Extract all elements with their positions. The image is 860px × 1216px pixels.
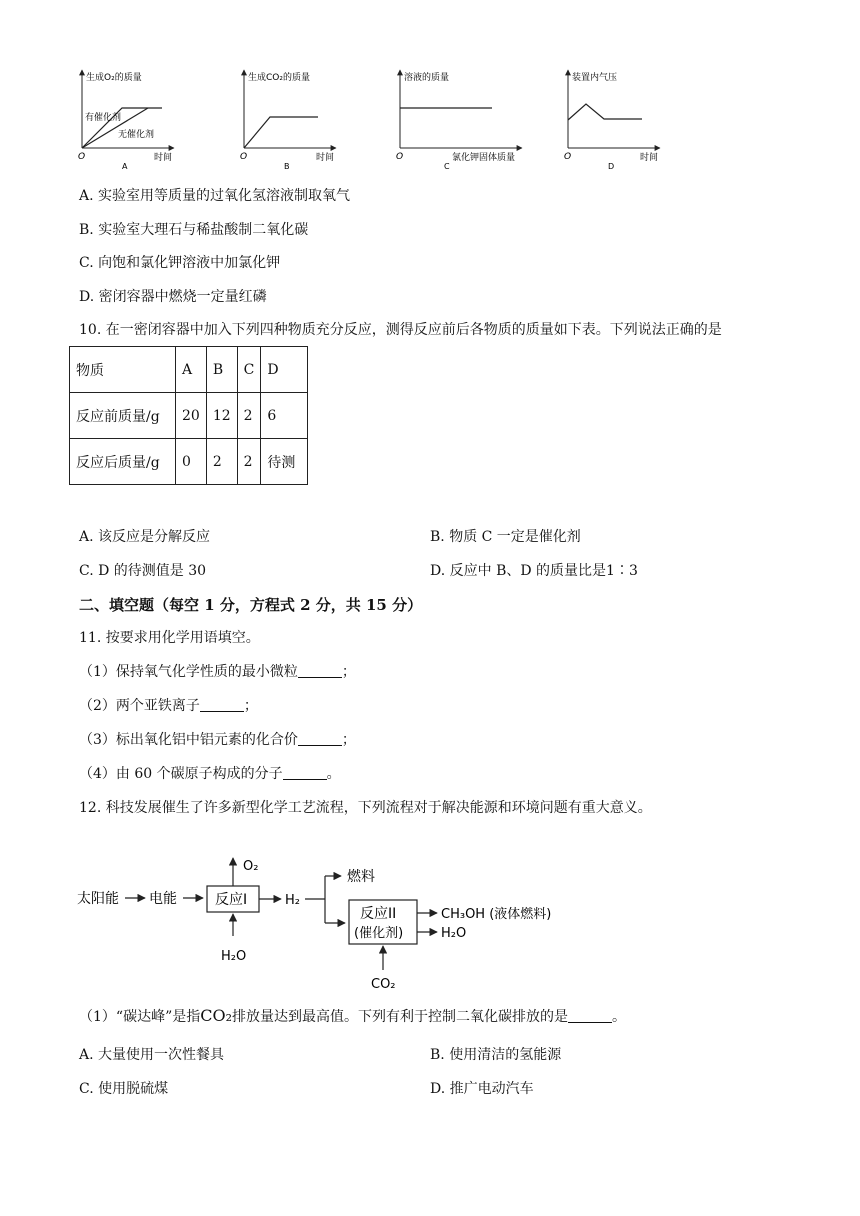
- table-cell: 6: [261, 393, 308, 439]
- graph-c: [396, 70, 522, 171]
- q12-sub1-post: 排放量达到最高值。下列有利于控制二氧化碳排放的是: [232, 1009, 569, 1025]
- graph-a-curve1: 有催化剂: [85, 113, 122, 123]
- graph-d-origin: O: [564, 152, 572, 162]
- table-cell: D: [261, 347, 308, 393]
- graph-b-xlabel: 时间: [316, 153, 335, 163]
- graph-a-origin: O: [78, 152, 86, 162]
- diagram-reaction1: 反应I: [215, 892, 248, 908]
- graph-a: [78, 70, 174, 171]
- q12-option-b: B. 使用清洁的氢能源: [430, 1047, 562, 1063]
- graph-a-letter: A: [122, 162, 128, 171]
- q11-item-3: [79, 730, 356, 750]
- answer-blank[interactable]: [298, 731, 342, 746]
- q12-sub1-end: 。: [612, 1009, 627, 1025]
- graph-a-xlabel: 时间: [154, 153, 173, 163]
- graph-c-xlabel: 氯化钾固体质量: [452, 153, 516, 163]
- diagram-electric: 电能: [149, 891, 177, 907]
- graph-b-origin: O: [240, 152, 248, 162]
- graph-c-letter: C: [444, 162, 450, 171]
- table-cell: 12: [206, 393, 237, 439]
- diagram-solar: 太阳能: [77, 891, 119, 907]
- table-cell: 反应后质量/g: [70, 439, 176, 485]
- answer-blank[interactable]: [298, 663, 342, 678]
- table-cell: 2: [237, 439, 261, 485]
- q12-sub1-pre: （1）“碳达峰”是指: [79, 1009, 201, 1025]
- table-cell: 2: [206, 439, 237, 485]
- diagram-h2o-out: H₂O: [441, 926, 467, 941]
- q10-option-b: B. 物质 C 一定是催化剂: [430, 529, 581, 545]
- q11-item-2-end: ；: [243, 698, 258, 714]
- q11-item-1-text: （1）保持氧气化学性质的最小微粒: [79, 664, 298, 680]
- table-row: [70, 439, 308, 485]
- graph-a-ylabel: 生成O₂的质量: [86, 73, 142, 83]
- table-cell: 20: [176, 393, 207, 439]
- q10-option-c: C. D 的待测值是 30: [79, 563, 207, 579]
- table-cell: 2: [237, 393, 261, 439]
- table-cell: 0: [176, 439, 207, 485]
- q10-option-d: D. 反应中 B、D 的质量比是1∶3: [430, 563, 638, 579]
- q10-stem: 10. 在一密闭容器中加入下列四种物质充分反应，测得反应前后各物质的质量如下表。下列说法正确的是: [79, 322, 722, 338]
- q12-option-a: A. 大量使用一次性餐具: [79, 1047, 225, 1063]
- table-cell: C: [237, 347, 261, 393]
- table-cell: 反应前质量/g: [70, 393, 176, 439]
- q11-item-2: [79, 696, 258, 716]
- section-2-heading: 二、填空题（每空 1 分，方程式 2 分，共 15 分）: [79, 596, 423, 614]
- q11-item-4: [79, 764, 341, 784]
- graphs-row: [70, 66, 670, 176]
- diagram-catalyst: (催化剂): [354, 926, 404, 941]
- q11-item-2-text: （2）两个亚铁离子: [79, 698, 200, 714]
- graph-d-letter: D: [608, 162, 615, 171]
- table-cell: 物质: [70, 347, 176, 393]
- diagram-ch3oh: CH₃OH (液体燃料): [441, 907, 552, 922]
- graph-d: [564, 70, 660, 171]
- diagram-o2: O₂: [243, 859, 259, 874]
- q11-item-1: [79, 662, 356, 682]
- graph-b-ylabel: 生成CO₂的质量: [248, 73, 310, 83]
- q11-item-3-text: （3）标出氧化铝中铝元素的化合价: [79, 732, 298, 748]
- graph-d-ylabel: 装置内气压: [572, 73, 618, 83]
- q11-stem: 11. 按要求用化学用语填空。: [79, 630, 260, 646]
- q10-table: [69, 346, 308, 485]
- diagram-co2: CO₂: [371, 977, 396, 992]
- q11-item-4-text: （4）由 60 个碳原子构成的分子: [79, 766, 283, 782]
- graph-b: [240, 70, 336, 171]
- q9-option-b: B. 实验室大理石与稀盐酸制二氧化碳: [79, 222, 309, 238]
- q12-stem: 12. 科技发展催生了许多新型化学工艺流程，下列流程对于解决能源和环境问题有重大意义。: [79, 800, 652, 816]
- answer-blank[interactable]: [568, 1008, 612, 1023]
- graph-c-ylabel: 溶液的质量: [404, 73, 450, 83]
- table-row: [70, 393, 308, 439]
- diagram-fuel: 燃料: [347, 869, 375, 885]
- diagram-h2o-in: H₂O: [221, 949, 247, 964]
- graph-a-curve2: 无催化剂: [118, 130, 155, 140]
- graph-b-letter: B: [284, 162, 290, 171]
- q9-option-c: C. 向饱和氯化钾溶液中加氯化钾: [79, 255, 281, 271]
- diagram-reaction2: 反应II: [360, 906, 397, 922]
- table-cell: B: [206, 347, 237, 393]
- q11-item-4-end: 。: [326, 766, 341, 782]
- q12-option-d: D. 推广电动汽车: [430, 1081, 534, 1097]
- table-cell: 待测: [261, 439, 308, 485]
- q11-item-1-end: ；: [341, 664, 356, 680]
- q12-flow-diagram: [75, 850, 595, 995]
- q12-sub1-co2: CO₂: [200, 1006, 233, 1025]
- q12-option-c: C. 使用脱硫煤: [79, 1081, 169, 1097]
- q9-option-d: D. 密闭容器中燃烧一定量红磷: [79, 289, 267, 305]
- graph-c-origin: O: [396, 152, 404, 162]
- table-cell: A: [176, 347, 207, 393]
- graph-d-xlabel: 时间: [640, 153, 659, 163]
- q9-option-a: A. 实验室用等质量的过氧化氢溶液制取氧气: [79, 188, 351, 204]
- q10-option-a: A. 该反应是分解反应: [79, 529, 211, 545]
- answer-blank[interactable]: [200, 697, 244, 712]
- q11-item-3-end: ；: [341, 732, 356, 748]
- q12-sub1: [79, 1006, 626, 1027]
- answer-blank[interactable]: [283, 765, 327, 780]
- diagram-h2: H₂: [285, 893, 300, 908]
- table-row: [70, 347, 308, 393]
